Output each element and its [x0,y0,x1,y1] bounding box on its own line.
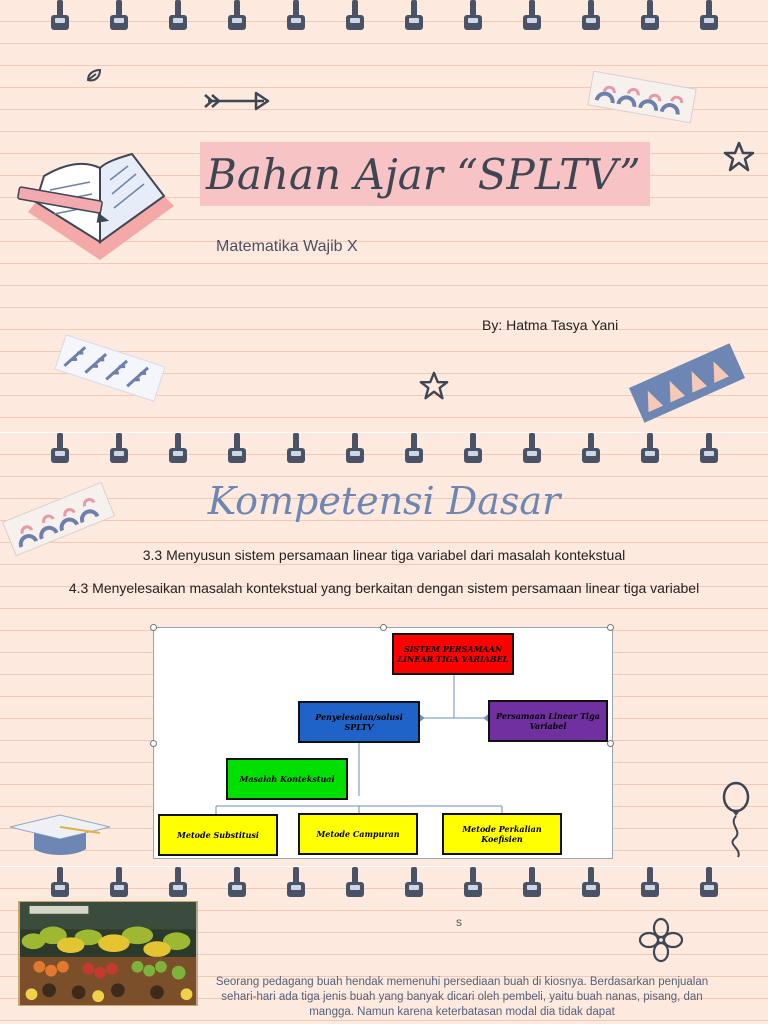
resize-handle[interactable] [150,624,157,631]
spiral-ring-icon [228,433,246,464]
spiral-ring-icon [464,433,482,464]
resize-handle[interactable] [380,624,387,631]
washi-tape-icon [626,340,748,426]
node-problem: Masalah Kontekstual [226,758,348,800]
spiral-binding [0,0,768,32]
node-method: Metode Perkalian Koefisien [442,813,562,855]
spiral-ring-icon [582,0,600,31]
spiral-ring-icon [346,0,364,31]
problem-page [0,867,768,1024]
node-solution: Penyelesaian/solusi SPLTV [298,701,420,743]
section-heading: Kompetensi Dasar [207,479,561,523]
spiral-ring-icon [346,867,364,898]
spiral-binding [0,433,768,465]
spiral-ring-icon [700,433,718,464]
spiral-ring-icon [51,0,69,31]
spiral-ring-icon [464,0,482,31]
spiral-ring-icon [405,0,423,31]
spiral-ring-icon [169,867,187,898]
resize-handle[interactable] [607,740,614,747]
node-root: SISTEM PERSAMAAN LINEAR TIGA VARIABEL [392,633,514,675]
washi-tape-icon [52,330,168,406]
star-icon [418,370,450,402]
spiral-ring-icon [110,433,128,464]
spiral-ring-icon [287,0,305,31]
washi-tape-icon [584,66,700,128]
spiral-ring-icon [523,433,541,464]
spiral-ring-icon [51,433,69,464]
page-label: s [456,915,462,929]
cover-page [0,0,768,432]
spiral-ring-icon [110,0,128,31]
spiral-ring-icon [228,867,246,898]
spiral-ring-icon [523,0,541,31]
page-title: Bahan Ajar “SPLTV” [206,150,641,199]
spiral-ring-icon [169,0,187,31]
spiral-ring-icon [405,433,423,464]
problem-text: Seorang pedagang buah hendak memenuhi persediaan buah di kiosnya. Berdasarkan penjualan sehari-hari ada tiga jenis buah yang banyak dicari oleh pembeli, yaitu buah nanas, pisang, dan mangga. Namun karena keterbatasan modal dia tidak dapat [215,976,709,1018]
flower-icon [638,917,684,963]
leaf-icon [84,66,104,86]
spiral-ring-icon [287,867,305,898]
graduation-cap-icon [8,811,112,859]
spiral-ring-icon [582,867,600,898]
spiral-ring-icon [523,867,541,898]
competency-item: 3.3 Menyusun sistem persamaan linear tiga variabel dari masalah kontekstual [142,547,626,563]
spiral-ring-icon [464,867,482,898]
spiral-ring-icon [405,867,423,898]
subtitle: Matematika Wajib X [216,238,358,255]
spiral-ring-icon [228,0,246,31]
fruit-market-photo [18,901,198,1006]
node-equation: Persamaan Linear Tiga Variabel [488,700,608,742]
spiral-ring-icon [700,0,718,31]
resize-handle[interactable] [150,740,157,747]
balloon-icon [718,779,754,859]
spiral-ring-icon [51,867,69,898]
resize-handle[interactable] [607,624,614,631]
spiral-ring-icon [641,867,659,898]
spiral-ring-icon [582,433,600,464]
author-credit: By: Hatma Tasya Yani [482,317,619,333]
node-method: Metode Campuran [298,813,418,855]
spiral-ring-icon [346,433,364,464]
spiral-ring-icon [641,433,659,464]
competency-page [0,433,768,866]
arrow-right-icon [202,90,272,112]
spiral-ring-icon [641,0,659,31]
open-book-pencil-icon [14,150,180,280]
spiral-ring-icon [700,867,718,898]
spiral-binding [0,867,768,899]
node-method: Metode Substitusi [158,814,278,856]
star-icon [722,140,756,174]
spiral-ring-icon [287,433,305,464]
spiral-ring-icon [169,433,187,464]
competency-item: 4.3 Menyelesaikan masalah kontekstual yang berkaitan dengan sistem persamaan linear tiga variabel [68,580,700,596]
spiral-ring-icon [110,867,128,898]
concept-map [153,627,613,859]
